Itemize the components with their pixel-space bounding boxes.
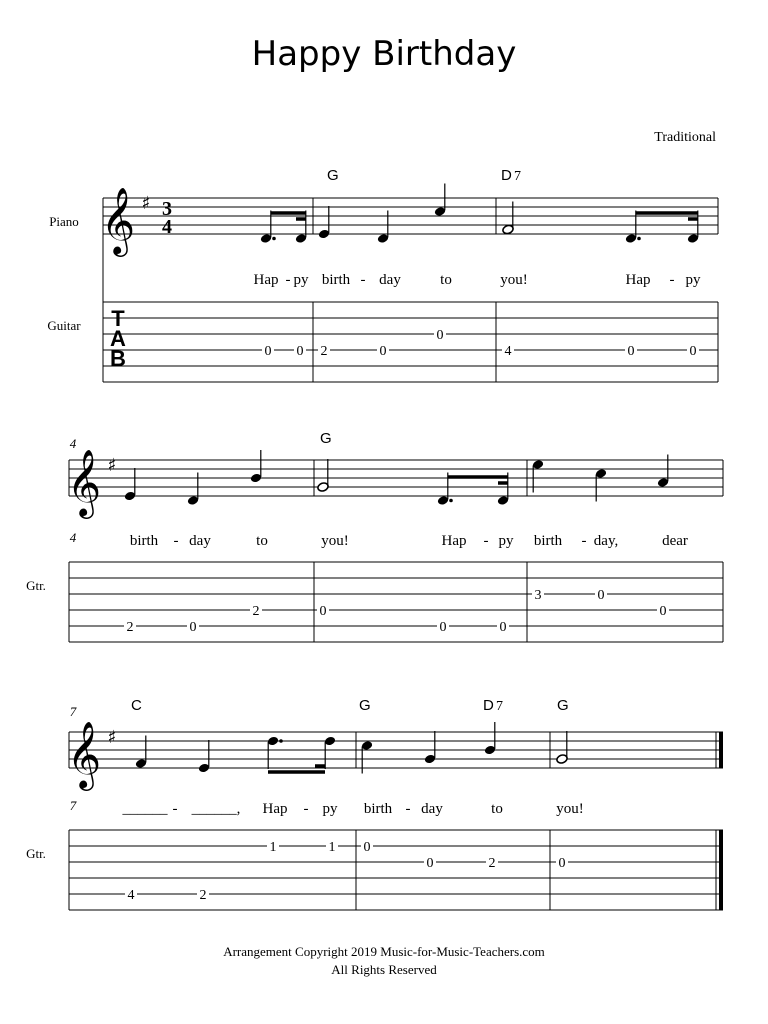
chord-symbol: D xyxy=(483,697,494,714)
tab-fret-number: 0 xyxy=(439,620,447,635)
key-signature-sharp: ♯ xyxy=(107,727,117,748)
lyric-syllable: birth xyxy=(321,272,351,288)
augmentation-dot xyxy=(272,237,276,241)
tab-fret-number: 3 xyxy=(534,588,542,603)
treble-clef: 𝄞 xyxy=(66,448,102,516)
tab-clef-letter: T xyxy=(111,306,125,331)
lyric-syllable: - xyxy=(483,533,489,549)
chord-symbol: G xyxy=(359,697,371,714)
tab-measure-number: 4 xyxy=(69,530,77,545)
tab-fret-number: 0 xyxy=(296,344,304,359)
augmentation-dot xyxy=(279,739,283,743)
footer-rights: All Rights Reserved xyxy=(331,962,437,977)
tab-fret-number: 1 xyxy=(328,840,336,855)
lyric-syllable: to xyxy=(440,272,452,288)
lyric-syllable: py xyxy=(293,272,309,288)
composer-credit: Traditional xyxy=(654,130,716,145)
lyric-syllable: to xyxy=(256,533,268,549)
lyric-syllable: - xyxy=(360,272,366,288)
lyric-syllable: - xyxy=(303,801,309,817)
tab-fret-number: 0 xyxy=(189,620,197,635)
tab-fret-number: 2 xyxy=(320,344,328,359)
lyric-syllable: Hap xyxy=(625,272,651,288)
chord-symbol: G xyxy=(320,430,332,447)
time-signature-top: 3 xyxy=(162,198,172,220)
instrument-label-piano: Piano xyxy=(49,214,79,229)
tab-fret-number: 0 xyxy=(264,344,272,359)
chord-symbol-suffix: 7 xyxy=(496,699,503,714)
lyric-syllable: - xyxy=(669,272,675,288)
augmentation-dot xyxy=(449,499,453,503)
tab-fret-number: 2 xyxy=(199,888,207,903)
lyric-syllable: day xyxy=(421,801,443,817)
tab-fret-number: 0 xyxy=(379,344,387,359)
tab-fret-number: 0 xyxy=(558,856,566,871)
tab-fret-number: 2 xyxy=(126,620,134,635)
lyric-syllable: to xyxy=(491,801,503,817)
lyric-syllable: birth xyxy=(533,533,563,549)
lyric-syllable: day xyxy=(189,533,211,549)
time-signature-bottom: 4 xyxy=(162,216,172,238)
lyric-syllable: you! xyxy=(321,533,349,549)
chord-symbol: D xyxy=(501,167,512,184)
tab-fret-number: 0 xyxy=(597,588,605,603)
lyric-syllable: dear xyxy=(662,533,688,549)
lyric-syllable: py xyxy=(322,801,338,817)
tab-fret-number: 4 xyxy=(127,888,135,903)
treble-clef: 𝄞 xyxy=(66,720,102,788)
tab-fret-number: 4 xyxy=(504,344,512,359)
tab-fret-number: 0 xyxy=(499,620,507,635)
lyric-syllable: py xyxy=(498,533,514,549)
lyric-syllable: ______, xyxy=(191,801,241,817)
lyric-syllable: birth xyxy=(363,801,393,817)
instrument-label-guitar: Gtr. xyxy=(26,578,46,593)
tab-fret-number: 2 xyxy=(252,604,260,619)
tab-fret-number: 0 xyxy=(689,344,697,359)
instrument-label-guitar: Guitar xyxy=(47,318,81,333)
chord-symbol: G xyxy=(557,697,569,714)
tab-fret-number: 2 xyxy=(488,856,496,871)
tab-fret-number: 1 xyxy=(269,840,277,855)
tab-fret-number: 0 xyxy=(659,604,667,619)
lyric-syllable: - xyxy=(581,533,587,549)
footer-copyright: Arrangement Copyright 2019 Music-for-Music-Teachers.com xyxy=(223,944,545,959)
lyric-syllable: - xyxy=(285,272,291,288)
tab-fret-number: 0 xyxy=(436,328,444,343)
tab-clef-letter: B xyxy=(110,346,126,371)
lyric-syllable: birth xyxy=(129,533,159,549)
key-signature-sharp: ♯ xyxy=(107,455,117,476)
tab-clef-letter: A xyxy=(110,326,126,351)
lyric-syllable: Hap xyxy=(253,272,279,288)
chord-symbol-suffix: 7 xyxy=(514,169,521,184)
chord-symbol: C xyxy=(131,697,142,714)
tab-fret-number: 0 xyxy=(363,840,371,855)
lyric-syllable: - xyxy=(172,801,178,817)
lyric-syllable: Hap xyxy=(441,533,467,549)
lyric-syllable: - xyxy=(173,533,179,549)
lyric-syllable: Hap xyxy=(262,801,288,817)
lyric-syllable: day xyxy=(379,272,401,288)
chord-symbol: G xyxy=(327,167,339,184)
lyric-syllable: you! xyxy=(500,272,528,288)
tab-fret-number: 0 xyxy=(627,344,635,359)
measure-number: 7 xyxy=(69,704,77,719)
lyric-syllable: ______ xyxy=(122,801,168,817)
lyric-syllable: day, xyxy=(593,533,619,549)
lyric-syllable: you! xyxy=(556,801,584,817)
augmentation-dot xyxy=(637,237,641,241)
instrument-label-guitar: Gtr. xyxy=(26,846,46,861)
lyric-syllable: - xyxy=(405,801,411,817)
tab-fret-number: 0 xyxy=(319,604,327,619)
key-signature-sharp: ♯ xyxy=(141,193,151,214)
tab-fret-number: 0 xyxy=(426,856,434,871)
measure-number: 4 xyxy=(69,436,77,451)
treble-clef: 𝄞 xyxy=(100,186,136,254)
tab-measure-number: 7 xyxy=(69,798,77,813)
song-title: Happy Birthday xyxy=(251,34,517,74)
lyric-syllable: py xyxy=(685,272,701,288)
